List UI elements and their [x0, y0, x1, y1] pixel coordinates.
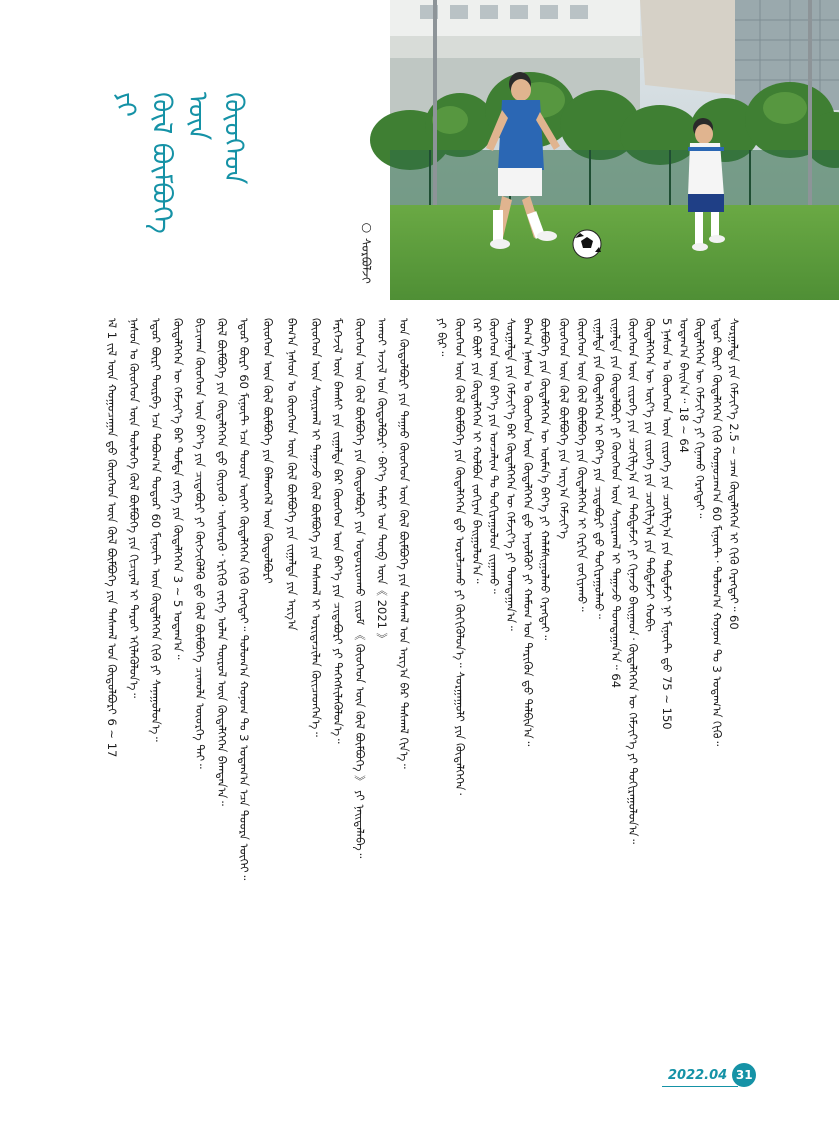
body-column: ᠬᠦᠳᠡᠯᠭᠡᠭᠡᠨ ᠦ ᠬᠡᠮᠵᠢᠶ᠎ᠡ ᠪᠠᠷ ᠳᠤᠮᠳᠠ ᠵᠡᠷᠭᠡ ᠶᠢᠨ ᠬᠥᠳᠡᠯᠭᠡᠭᠡᠨ 3 ~ 5 ᠤᠳᠠᠭ᠎ᠠ᠃ — [171, 318, 185, 660]
byline — [356, 220, 377, 284]
body-column: ᠶᠢ ᠪᠢᠷ᠃ — [435, 318, 449, 357]
building-roof-band — [390, 36, 650, 58]
title-line-4: ᠶᠢ — [110, 92, 141, 117]
page-number: 31 — [732, 1063, 756, 1087]
issue-label: 2022.04 — [668, 1067, 728, 1083]
pitch — [390, 205, 839, 300]
body-column: ᠤᠨ ᠬᠥᠲᠥᠯᠪᠦᠷᠢ ᠶᠢᠨ ᠳᠠᠭᠠᠤ ᠬᠦᠦᠬᠡᠳ ᠦᠨ ᠬᠥᠯ ᠪᠥᠮᠪᠥᠭᠡ ᠶᠢᠨ ᠳᠠᠰᠬᠠᠯ ᠤᠨ ᠠᠷᠭ᠎ᠠ ᠪᠠᠷ ᠳᠠᠰᠬᠠᠯ ᠬᠢᠨ᠎ᠡ᠃ — [397, 318, 411, 769]
body-column: ᠬᠥᠳᠡᠯᠭᠡᠭᠡᠨ ᠦ ᠬᠡᠮᠵᠢᠶ᠎ᠡ ᠶᠢ ᠬᠢᠨᠠᠬᠤ ᠬᠡᠷᠡᠭᠲᠡᠢ᠃ — [693, 318, 707, 519]
body-column: ᠮᠡᠷᠭᠡᠵᠢᠯ ᠦᠨ ᠪᠠᠭᠰᠢ ᠶᠢᠨ ᠵᠢᠭᠠᠯᠲᠠ ᠪᠠᠷ ᠬᠦᠦᠬᠡᠳ ᠦᠨ ᠪᠡᠶ᠎ᠡ ᠶᠢᠨ ᠴᠢᠳᠠᠪᠤᠷᠢ ᠶᠢ ᠳᠡᠭᠡᠭᠰᠢᠯᠡᠭᠦᠯᠦᠨ᠎ᠡ᠃ — [331, 318, 345, 744]
article-photo — [390, 0, 839, 300]
article-body — [100, 318, 740, 1088]
footer-rule — [662, 1086, 738, 1087]
section-subheading: ᠪᠠᠭ᠎ᠠ ᠨᠠᠰᠤᠨ ᠤ ᠬᠦᠦᠬᠡᠳ ᠦᠨ ᠬᠥᠯ ᠪᠥᠮᠪᠥᠭᠡ ᠶᠢᠨ ᠵᠢᠭᠠᠯᠲᠠ ᠶᠢᠨ ᠠᠷᠭ᠎ᠠ — [285, 318, 299, 631]
fence — [390, 150, 839, 208]
body-column: ᠬᠥᠯ ᠪᠥᠮᠪᠥᠭᠡ ᠶᠢᠨ ᠬᠥᠳᠡᠯᠭᠡᠭᠡᠨ ᠳ᠋ᠦ ᠭᠦᠶᠦᠬᠦ᠂ ᠦᠰᠦᠷᠬᠦ᠂ ᠡᠷᠭᠢᠬᠦ ᠵᠡᠷᠭᠡ ᠣᠯᠠᠨ ᠲᠥᠷᠦᠯ ᠦᠨ ᠬᠥᠳᠡᠯᠭᠡᠭᠡᠨ ᠪᠠᠭᠲᠠᠨ᠎ᠠ᠃ — [215, 318, 229, 806]
body-column: ᠬᠦᠦᠬᠡᠳ ᠦᠨ ᠬᠥᠯ ᠪᠥᠮᠪᠥᠭᠡ ᠶᠢᠨ ᠬᠥᠳᠡᠯᠭᠡᠭᠡᠨ ᠳ᠋ᠦ ᠣᠷᠤᠯᠴᠠᠬᠤ ᠶᠢ ᠬᠥᠬᠢᠭᠦᠯᠦᠨ᠎ᠡ᠃ ᠰᠤᠷᠭᠠᠭᠤᠯᠢ ᠶᠢᠨ ᠬᠥᠳᠡᠯᠭᠡᠭᠡᠨ᠂ — [453, 318, 467, 796]
title-line-3: ᠬᠥᠯ ᠪᠥᠮᠪᠥᠭᠡ — [146, 92, 177, 234]
body-column: ᠡᠯ 1 ᠵᠢᠯ ᠦᠨ ᠬᠤᠭᠤᠴᠠᠭᠠᠨ ᠳ᠋ᠤ ᠬᠦᠦᠬᠡᠳ ᠦᠨ ᠬᠥᠯ ᠪᠥᠮᠪᠥᠭᠡ ᠶᠢᠨ ᠳᠠᠰᠬᠠᠯ ᠤᠨ ᠬᠥᠲᠥᠯᠪᠦᠷᠢ 6 ~ 17 — [105, 318, 119, 758]
building-tower — [640, 0, 735, 95]
body-column-note: ᠤᠳᠠᠭ᠎ᠠ ᠪᠠᠢᠨ᠎ᠠ᠃ 18 ~ 64 — [677, 318, 691, 454]
body-column: ᠵᠢᠭᠠᠯᠲᠠ ᠶᠢᠨ ᠬᠥᠲᠥᠯᠪᠦᠷᠢ ᠶᠢ ᠬᠦᠦᠬᠡᠳ ᠦᠨ ᠰᠣᠨᠢᠷᠬᠠᠯ ᠢ ᠳᠠᠭᠠᠵᠤ ᠲᠣᠭᠲᠠᠭᠠᠨ᠎ᠠ᠃ 64 — [609, 318, 623, 689]
author-name: ᠰᠤᠷᠪᠤᠯᠵᠢ — [359, 238, 373, 284]
light-pole-right — [808, 0, 812, 205]
body-column: ᠬᠦᠦᠬᠡᠳ ᠦᠨ ᠬᠥᠯ ᠪᠥᠮᠪᠥᠭᠡ ᠶᠢᠨ ᠬᠥᠲᠥᠯᠪᠦᠷᠢ ᠶᠢᠨ ᠤᠳᠤᠷᠢᠳᠬᠤ ᠵᠢᠷᠤᠮ 《 ᠬᠦᠦᠬᠡᠳ ᠦᠨ ᠬᠥᠯ ᠪᠥᠮᠪᠥᠭᠡ 》 ᠶᠢ ᠨᠡᠢᠲᠡᠯᠡᠪᠡ᠃ — [353, 318, 367, 859]
body-column: ᠬᠥᠳᠡᠯᠭᠡᠭᠡᠨ ᠦ ᠦᠶ᠎ᠡ ᠶᠢᠨ ᠵᠢᠷᠦᠬᠡ ᠶᠢᠨ ᠴᠣᠬᠢᠯᠭ᠎ᠠ ᠶᠢᠨ ᠳᠠᠪᠲᠠᠮᠵᠢ ᠬᠤᠪᠢ — [643, 318, 657, 632]
body-column: ᠭᠡᠷ ᠪᠦᠯᠢ ᠶᠢᠨ ᠬᠥᠳᠡᠯᠭᠡᠭᠡᠨ ᠢ ᠬᠣᠯᠪᠤᠨ ᠵᠣᠬᠢᠶᠠᠨ ᠪᠠᠢᠭᠤᠯᠤᠨ᠎ᠠ᠃ — [470, 318, 484, 584]
body-column: ᠬᠦᠦᠬᠡᠳ ᠦᠨ ᠪᠡᠶ᠎ᠡ ᠶᠢᠨ ᠣᠨᠴᠠᠯᠢᠭ ᠲᠤ ᠲᠣᠬᠢᠷᠠᠭᠤᠯᠤᠨ ᠵᠢᠭᠠᠬᠤ᠃ — [487, 318, 501, 594]
page-footer — [668, 1063, 756, 1087]
body-column: ᠪᠢᠴᠢᠬᠠᠨ ᠬᠦᠦᠬᠡᠳ ᠦᠨ ᠪᠡᠶ᠎ᠡ ᠶᠢᠨ ᠴᠢᠳᠠᠪᠤᠷᠢ ᠶᠢ ᠬᠥᠭᠵᠢᠭᠦᠯᠬᠦ ᠳ᠋ᠤ ᠬᠥᠯ ᠪᠥᠮᠪᠥᠭᠡ ᠴᠢᠬᠤᠯᠠ ᠦᠦᠷᠭᠡ ᠲᠠᠢ᠃ — [193, 318, 207, 769]
body-column: ᠰᠤᠷᠭᠠᠯᠲᠠ ᠶᠢᠨ ᠬᠡᠮᠵᠢᠶ᠎ᠡ 2.5 ~ ᠴᠠᠭ ᠬᠥᠳᠡᠯᠭᠡᠭᠡᠨ ᠢ ᠬᠢᠬᠦ ᠬᠡᠷᠡᠭᠲᠡᠢ᠃ 60 — [727, 318, 741, 630]
title-line-2: ᠦᠨ — [182, 92, 213, 141]
body-column: ᠡᠳᠦᠷ ᠪᠦᠷᠢ 60 ᠮᠢᠨᠦ᠋ᠲ ᠡᠴᠡ ᠳᠤᠤᠷᠠ ᠦᠭᠡᠢ ᠬᠥᠳᠡᠯᠭᠡᠭᠡᠨ ᠬᠢᠬᠦ ᠬᠡᠷᠡᠭᠲᠡᠢ᠃ ᠳᠣᠯᠤᠭ᠎ᠠ ᠬᠣᠨᠤᠭ ᠲᠤ 3 ᠤᠳᠠᠭ᠎ᠠ ᠡᠴᠡ ᠳᠤᠤᠷᠠ ᠦᠭᠡᠢ᠃ — [237, 318, 251, 881]
body-column: ᠬᠦᠦᠬᠡᠳ ᠦᠨ ᠰᠣᠨᠢᠷᠬᠠᠯ ᠢ ᠳᠠᠭᠠᠵᠤ ᠬᠥᠯ ᠪᠥᠮᠪᠥᠭᠡ ᠶᠢᠨ ᠳᠠᠰᠬᠠᠯ ᠢ ᠤᠷᠢᠳᠠᠴᠢᠯᠠᠨ ᠭᠦᠢᠴᠡᠳᠬᠡᠨ᠎ᠡ᠃ — [309, 318, 323, 737]
title-line-1: ᠬᠦᠦᠬᠡᠳ — [218, 92, 249, 185]
body-column: ᠡᠳᠦᠷ ᠪᠦᠷᠢ ᠳᠦᠷᠪᠡ ᠡᠴᠡ ᠳᠠᠪᠤᠭ᠎ᠠ ᠲᠤᠳᠤᠷ 60 ᠮᠢᠨᠦ᠋ᠲ ᠦᠨ ᠬᠥᠳᠡᠯᠭᠡᠭᠡᠨ ᠬᠢᠬᠦ ᠶᠢ ᠰᠠᠨᠠᠭᠤᠯᠤᠨ᠎ᠡ᠃ — [149, 318, 163, 742]
body-column: ᠬᠦᠦᠬᠡᠳ ᠦᠨ ᠵᠢᠷᠦᠬᠡ ᠶᠢᠨ ᠴᠣᠬᠢᠯᠭ᠎ᠠ ᠶᠢᠨ ᠳᠠᠪᠲᠠᠮᠵᠢ ᠶᠢ ᠬᠢᠨᠠᠵᠤ ᠪᠠᠢᠭᠠᠳ᠂ ᠬᠥᠳᠡᠯᠭᠡᠭᠡᠨ ᠦ ᠬᠡᠮᠵᠢᠶ᠎ᠡ ᠶᠢ ᠲᠣᠬᠢᠷᠠᠭᠤᠯᠤᠨ᠎ᠠ᠃ — [626, 318, 640, 844]
soccer-ball-icon — [573, 230, 601, 258]
article-title — [108, 92, 298, 272]
body-column: ᠰᠤᠷᠭᠠᠯᠲᠠ ᠶᠢᠨ ᠬᠡᠮᠵᠢᠶ᠎ᠡ ᠪᠠᠷ ᠬᠥᠳᠡᠯᠭᠡᠭᠡᠨ ᠦ ᠬᠡᠮᠵᠢᠶ᠎ᠡ ᠶᠢ ᠲᠣᠭᠲᠠᠭᠠᠨ᠎ᠠ᠃ — [504, 318, 518, 631]
body-column: ᠪᠥᠮᠪᠥᠭᠡ ᠶᠢᠨ ᠬᠥᠳᠡᠯᠭᠡᠭᠡᠨ ᠦ ᠦᠮᠡᠨ᠎ᠡ ᠪᠡᠶ᠎ᠡ ᠶᠢ ᠬᠠᠯᠠᠮᠰᠢᠭᠤᠯᠬᠤ ᠬᠡᠷᠡᠭᠲᠡᠢ᠃ — [538, 318, 552, 641]
body-column: ᠵᠢᠭᠠᠯᠲᠠ ᠶᠢᠨ ᠬᠦᠳᠡᠯᠭᠡᠭᠡᠨ ᠢ ᠪᠡᠶ᠎ᠡ ᠶᠢᠨ ᠴᠢᠳᠠᠪᠤᠷᠢ ᠳ᠋ᠤ ᠲᠣᠬᠢᠷᠠᠭᠤᠯᠬᠤ᠃ — [592, 318, 606, 619]
body-column: 5 ᠨᠠᠰᠤᠨ ᠤ ᠬᠦᠦᠬᠡᠳ ᠦᠨ ᠵᠢᠷᠦᠬᠡ ᠶᠢᠨ ᠴᠣᠬᠢᠯᠭ᠎ᠠ ᠶᠢᠨ ᠳᠠᠪᠲᠠᠮᠵᠢ ᠨᠢ ᠮᠢᠨᠦ᠋ᠲ ᠳ᠋ᠦ 75 ~ 150 — [660, 318, 674, 730]
section-heading: ᠬᠦᠦᠬᠡᠳ ᠦᠨ ᠬᠥᠯ ᠪᠥᠮᠪᠥᠭᠡ ᠶᠢᠨ ᠪᠡᠯᠡᠳᠬᠡᠯ ᠦᠨ ᠬᠥᠲᠥᠯᠪᠦᠷᠢ — [261, 318, 275, 584]
body-column: ᠪᠠᠭ᠎ᠠ ᠨᠠᠰᠤᠨ ᠤ ᠬᠦᠦᠬᠡᠳ ᠦᠨ ᠬᠥᠳᠡᠯᠭᠡᠭᠡᠨ ᠳ᠋ᠦ ᠠᠶᠤᠯᠭᠦᠢ ᠶᠢ ᠬᠠᠮᠤᠭ ᠤᠨ ᠲᠡᠷᠢᠭᠦᠨ ᠳ᠋ᠦ ᠲᠠᠯᠪᠢᠨ᠎ᠠ᠃ — [521, 318, 535, 747]
light-pole-left — [433, 0, 437, 205]
section-heading: ᠬᠦᠦᠬᠡᠳ ᠦᠨ ᠬᠥᠯ ᠪᠥᠮᠪᠥᠭᠡ ᠶᠢᠨ ᠠᠷᠭ᠎ᠠ ᠬᠡᠮᠵᠢᠶ᠎ᠡ — [557, 318, 571, 539]
body-column: ᠬᠦᠦᠬᠡᠳ ᠦᠨ ᠬᠥᠯ ᠪᠥᠮᠪᠥᠭᠡ ᠶᠢᠨ ᠬᠥᠳᠡᠯᠭᠡᠭᠡᠨ ᠢ ᠬᠡᠷᠬᠢᠨ ᠵᠣᠬᠢᠶᠠᠬᠤ᠃ — [575, 318, 589, 612]
body-column: ᠡᠳᠦᠷ ᠪᠦᠷᠢ ᠬᠥᠳᠡᠯᠭᠡᠭᠡᠨ ᠬᠢᠬᠦ ᠬᠤᠭᠤᠴᠠᠭ᠎ᠠ 60 ᠮᠢᠨᠦ᠋ᠲ᠂ ᠳᠣᠯᠤᠭ᠎ᠠ ᠬᠣᠨᠤᠭ ᠲᠤ 3 ᠤᠳᠠᠭ᠎ᠠ ᠬᠢᠬᠦ᠃ — [710, 318, 724, 747]
byline-marker: ○ — [361, 220, 372, 234]
body-column: ᠨᠠᠰᠤᠨ ᠤ ᠬᠦᠦᠬᠡᠳ ᠦᠨ ᠲᠥᠯᠦᠭᠡ ᠬᠥᠯ ᠪᠥᠮᠪᠥᠭᠡ ᠶᠢᠨ ᠬᠢᠴᠢᠶᠡᠯ ᠢ ᠳᠠᠷᠤᠢ ᠡᠬᠢᠯᠡᠭᠦᠯᠦᠨ᠎ᠡ᠃ — [127, 318, 141, 698]
body-column: ᠠᠬᠤᠢ ᠠᠵᠢᠯ ᠤᠨ ᠬᠥᠲᠥᠯᠪᠦᠷᠢ᠂ ᠪᠡᠶ᠎ᠡ ᠲᠠᠮᠢᠷ ᠤᠨ ᠲᠥᠪ ᠦᠨ《 2021 》 — [375, 318, 389, 645]
